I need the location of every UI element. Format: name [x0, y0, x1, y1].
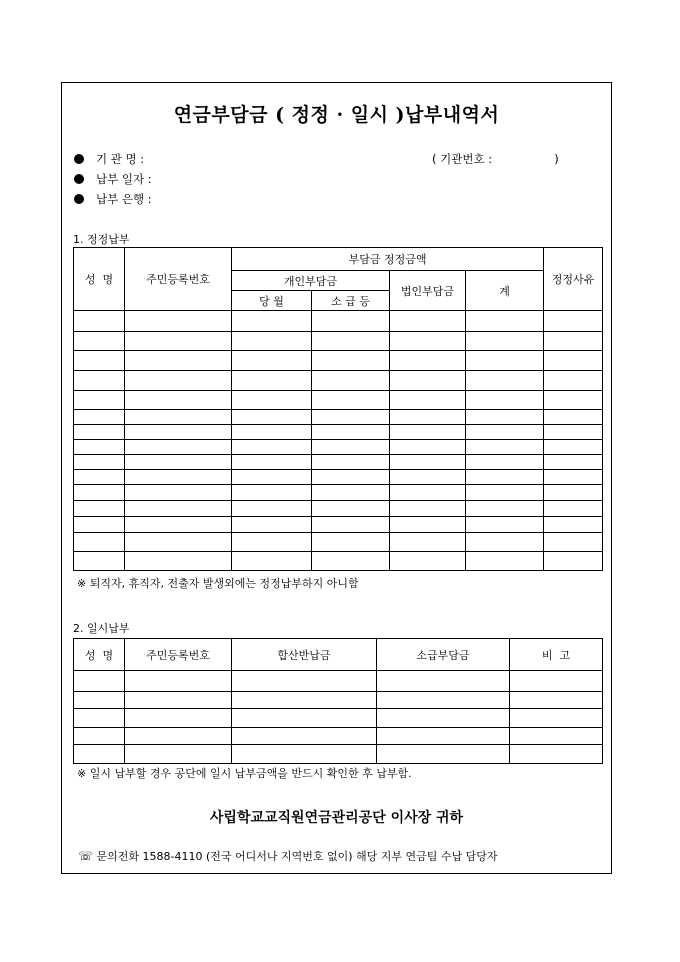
info-payment-bank — [74, 191, 152, 207]
empty-cell[interactable] — [125, 371, 232, 391]
empty-cell[interactable] — [74, 501, 125, 517]
empty-cell[interactable] — [312, 391, 390, 410]
empty-cell[interactable] — [377, 728, 510, 745]
table-row — [74, 552, 603, 571]
empty-cell[interactable] — [125, 692, 232, 709]
empty-cell[interactable] — [544, 470, 603, 485]
table-row — [74, 745, 603, 764]
payment-bank-label: 납부 은행 : — [96, 192, 152, 206]
empty-cell[interactable] — [74, 455, 125, 470]
section1-note: ※ 퇴직자, 휴직자, 전출자 발생외에는 정정납부하지 아니함 — [77, 577, 359, 590]
phone-icon: ☏ — [78, 849, 94, 863]
header-resident-number: 주민등록번호 — [125, 639, 232, 671]
table-row — [74, 425, 603, 440]
empty-cell[interactable] — [232, 692, 377, 709]
empty-cell[interactable] — [74, 671, 125, 692]
empty-cell[interactable] — [125, 440, 232, 455]
empty-cell[interactable] — [74, 425, 125, 440]
correction-payment-table — [73, 247, 603, 571]
empty-cell[interactable] — [74, 728, 125, 745]
empty-cell[interactable] — [390, 391, 466, 410]
empty-cell[interactable] — [125, 311, 232, 332]
header-personal-contribution: 개인부담금 — [232, 271, 390, 291]
empty-cell[interactable] — [544, 485, 603, 501]
table-row — [74, 455, 603, 470]
table-row — [74, 692, 603, 709]
empty-cell[interactable] — [466, 501, 544, 517]
table-row — [74, 709, 603, 728]
table-row — [74, 351, 603, 371]
empty-cell[interactable] — [74, 351, 125, 371]
empty-cell[interactable] — [390, 371, 466, 391]
empty-cell[interactable] — [510, 671, 603, 692]
section1-heading: 1. 정정납부 — [73, 233, 130, 246]
empty-cell[interactable] — [232, 371, 312, 391]
contact-text: 문의전화 1588-4110 (전국 어디서나 지역번호 없이) 해당 지부 연금팀 수납 담당자 — [96, 850, 498, 863]
empty-cell[interactable] — [74, 440, 125, 455]
empty-cell[interactable] — [312, 332, 390, 351]
empty-cell[interactable] — [74, 371, 125, 391]
empty-cell[interactable] — [232, 391, 312, 410]
empty-cell[interactable] — [466, 533, 544, 552]
header-total: 계 — [466, 271, 544, 311]
empty-cell[interactable] — [125, 425, 232, 440]
empty-cell[interactable] — [125, 410, 232, 425]
empty-cell[interactable] — [232, 533, 312, 552]
info-payment-date — [74, 171, 152, 187]
empty-cell[interactable] — [125, 351, 232, 371]
empty-cell[interactable] — [74, 709, 125, 728]
empty-cell[interactable] — [544, 552, 603, 571]
empty-cell[interactable] — [510, 709, 603, 728]
table-row — [74, 391, 603, 410]
empty-cell[interactable] — [125, 485, 232, 501]
empty-cell[interactable] — [377, 709, 510, 728]
header-retroactive: 소 급 등 — [312, 291, 390, 311]
empty-cell[interactable] — [466, 552, 544, 571]
empty-cell[interactable] — [125, 391, 232, 410]
empty-cell[interactable] — [74, 485, 125, 501]
header-retroactive-contribution: 소급부담금 — [377, 639, 510, 671]
lump-sum-table-body — [74, 671, 603, 764]
empty-cell[interactable] — [544, 455, 603, 470]
empty-cell[interactable] — [312, 533, 390, 552]
lump-sum-payment-table — [73, 638, 603, 764]
empty-cell[interactable] — [466, 425, 544, 440]
empty-cell[interactable] — [312, 440, 390, 455]
table-row — [74, 410, 603, 425]
empty-cell[interactable] — [232, 440, 312, 455]
table-row — [74, 470, 603, 485]
empty-cell[interactable] — [232, 501, 312, 517]
empty-cell[interactable] — [232, 485, 312, 501]
empty-cell[interactable] — [466, 440, 544, 455]
empty-cell[interactable] — [312, 425, 390, 440]
section2-heading: 2. 일시납부 — [73, 622, 130, 635]
empty-cell[interactable] — [544, 410, 603, 425]
header-corporate-contribution: 법인부담금 — [390, 271, 466, 311]
empty-cell[interactable] — [390, 533, 466, 552]
empty-cell[interactable] — [390, 552, 466, 571]
empty-cell[interactable] — [466, 332, 544, 351]
empty-cell[interactable] — [232, 455, 312, 470]
empty-cell[interactable] — [74, 470, 125, 485]
table-row — [74, 440, 603, 455]
empty-cell[interactable] — [377, 671, 510, 692]
empty-cell[interactable] — [544, 533, 603, 552]
empty-cell[interactable] — [466, 470, 544, 485]
empty-cell[interactable] — [390, 501, 466, 517]
institution-number-label: ( 기관번호 : ) — [432, 152, 559, 166]
section2-note: ※ 일시 납부할 경우 공단에 일시 납부금액을 반드시 확인한 후 납부함. — [77, 767, 412, 780]
empty-cell[interactable] — [125, 332, 232, 351]
form-title: 연금부담금 ( 정정 · 일시 )납부내역서 — [173, 104, 500, 126]
empty-cell[interactable] — [232, 728, 377, 745]
empty-cell[interactable] — [232, 745, 377, 764]
bullet-icon — [74, 154, 84, 164]
empty-cell[interactable] — [466, 517, 544, 533]
table-row — [74, 371, 603, 391]
table-row — [74, 533, 603, 552]
correction-table-body — [74, 311, 603, 571]
header-current-month: 당 월 — [232, 291, 312, 311]
header-name: 성 명 — [74, 639, 125, 671]
empty-cell[interactable] — [125, 470, 232, 485]
empty-cell[interactable] — [232, 671, 377, 692]
empty-cell[interactable] — [544, 391, 603, 410]
empty-cell[interactable] — [510, 745, 603, 764]
empty-cell[interactable] — [74, 533, 125, 552]
empty-cell[interactable] — [125, 709, 232, 728]
empty-cell[interactable] — [232, 410, 312, 425]
institution-name-label: 기 관 명 : — [96, 152, 145, 166]
empty-cell[interactable] — [125, 533, 232, 552]
table-row — [74, 501, 603, 517]
empty-cell[interactable] — [390, 485, 466, 501]
empty-cell[interactable] — [312, 455, 390, 470]
table-row — [74, 671, 603, 692]
empty-cell[interactable] — [125, 455, 232, 470]
empty-cell[interactable] — [390, 440, 466, 455]
payment-date-label: 납부 일자 : — [96, 172, 152, 186]
empty-cell[interactable] — [466, 351, 544, 371]
empty-cell[interactable] — [232, 425, 312, 440]
header-settlement-refund: 합산반납금 — [232, 639, 377, 671]
empty-cell[interactable] — [125, 728, 232, 745]
empty-cell[interactable] — [312, 470, 390, 485]
bullet-icon — [74, 174, 84, 184]
empty-cell[interactable] — [466, 311, 544, 332]
empty-cell[interactable] — [74, 745, 125, 764]
empty-cell[interactable] — [390, 332, 466, 351]
empty-cell[interactable] — [74, 517, 125, 533]
contact-line — [78, 848, 498, 864]
empty-cell[interactable] — [544, 440, 603, 455]
empty-cell[interactable] — [312, 410, 390, 425]
empty-cell[interactable] — [544, 311, 603, 332]
empty-cell[interactable] — [312, 351, 390, 371]
empty-cell[interactable] — [510, 728, 603, 745]
table-row — [74, 728, 603, 745]
empty-cell[interactable] — [232, 709, 377, 728]
empty-cell[interactable] — [232, 470, 312, 485]
empty-cell[interactable] — [390, 455, 466, 470]
empty-cell[interactable] — [466, 485, 544, 501]
empty-cell[interactable] — [312, 552, 390, 571]
empty-cell[interactable] — [544, 371, 603, 391]
empty-cell[interactable] — [125, 745, 232, 764]
empty-cell[interactable] — [74, 692, 125, 709]
header-correction-reason: 정정사유 — [544, 248, 603, 311]
empty-cell[interactable] — [74, 311, 125, 332]
header-remarks: 비 고 — [510, 639, 603, 671]
empty-cell[interactable] — [232, 351, 312, 371]
info-institution-name — [74, 151, 144, 167]
empty-cell[interactable] — [74, 410, 125, 425]
table-row — [74, 332, 603, 351]
empty-cell[interactable] — [466, 410, 544, 425]
header-correction-amount: 부담금 정정금액 — [232, 248, 544, 271]
empty-cell[interactable] — [466, 391, 544, 410]
header-name: 성 명 — [74, 248, 125, 311]
empty-cell[interactable] — [544, 501, 603, 517]
empty-cell[interactable] — [544, 351, 603, 371]
empty-cell[interactable] — [390, 425, 466, 440]
empty-cell[interactable] — [390, 351, 466, 371]
empty-cell[interactable] — [377, 692, 510, 709]
empty-cell[interactable] — [125, 501, 232, 517]
empty-cell[interactable] — [544, 517, 603, 533]
empty-cell[interactable] — [544, 332, 603, 351]
header-resident-number: 주민등록번호 — [125, 248, 232, 311]
empty-cell[interactable] — [232, 332, 312, 351]
empty-cell[interactable] — [312, 501, 390, 517]
empty-cell[interactable] — [312, 517, 390, 533]
empty-cell[interactable] — [390, 470, 466, 485]
empty-cell[interactable] — [312, 371, 390, 391]
empty-cell[interactable] — [466, 371, 544, 391]
empty-cell[interactable] — [390, 410, 466, 425]
empty-cell[interactable] — [390, 311, 466, 332]
empty-cell[interactable] — [74, 332, 125, 351]
empty-cell[interactable] — [510, 692, 603, 709]
empty-cell[interactable] — [125, 517, 232, 533]
empty-cell[interactable] — [232, 517, 312, 533]
empty-cell[interactable] — [74, 552, 125, 571]
empty-cell[interactable] — [544, 425, 603, 440]
empty-cell[interactable] — [466, 455, 544, 470]
addressee: 사립학교교직원연금관리공단 이사장 귀하 — [209, 810, 464, 826]
empty-cell[interactable] — [74, 391, 125, 410]
empty-cell[interactable] — [125, 552, 232, 571]
empty-cell[interactable] — [232, 552, 312, 571]
table-row — [74, 517, 603, 533]
empty-cell[interactable] — [232, 311, 312, 332]
empty-cell[interactable] — [390, 517, 466, 533]
bullet-icon — [74, 194, 84, 204]
table-row — [74, 485, 603, 501]
table-row — [74, 311, 603, 332]
empty-cell[interactable] — [312, 485, 390, 501]
empty-cell[interactable] — [312, 311, 390, 332]
empty-cell[interactable] — [125, 671, 232, 692]
empty-cell[interactable] — [377, 745, 510, 764]
